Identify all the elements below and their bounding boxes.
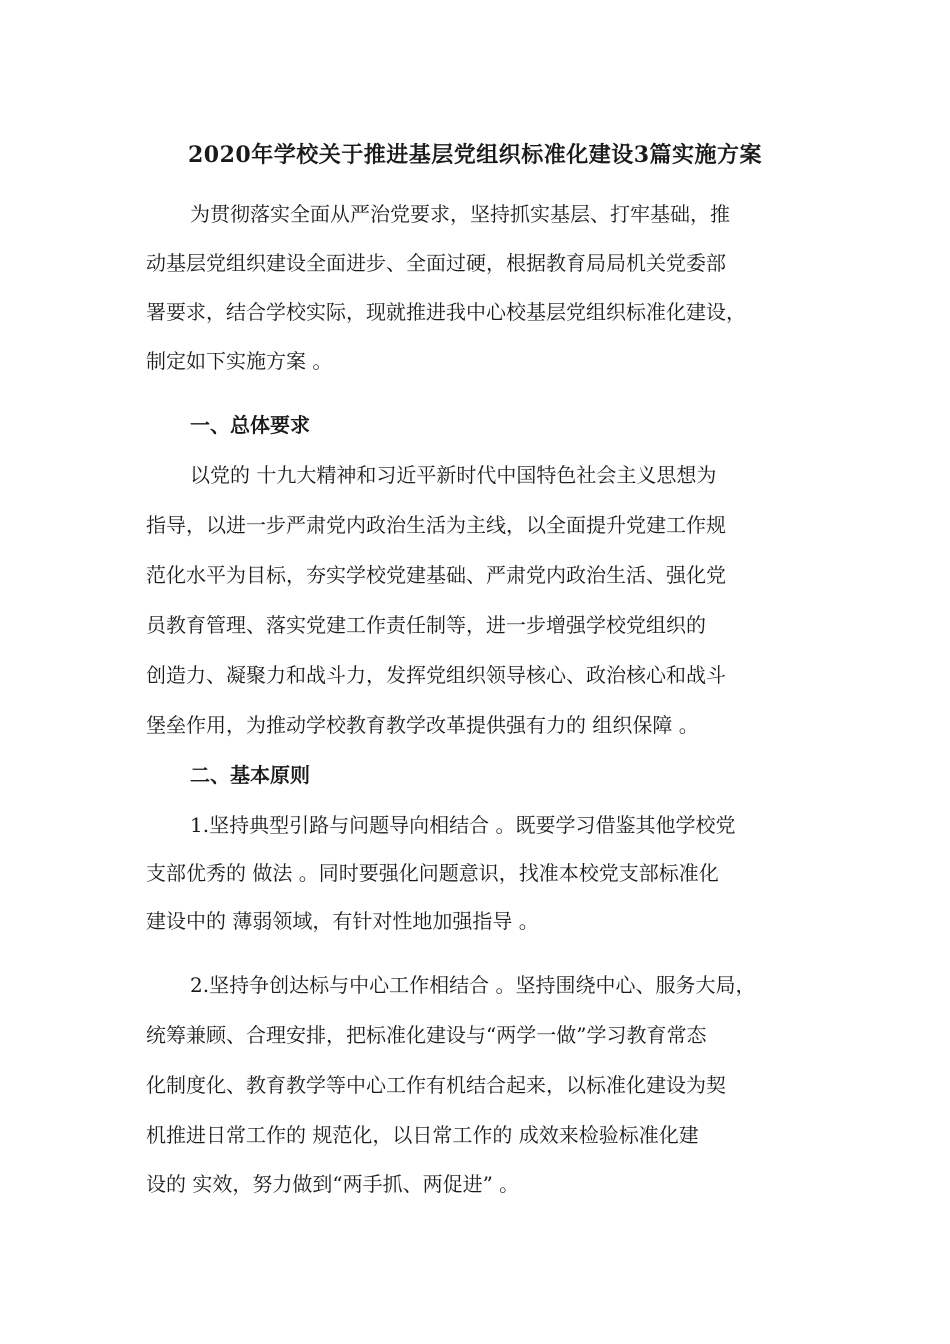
intro-line-1: 为贯彻落实全面从严治党要求，坚持抓实基层、打牢基础，推 bbox=[190, 202, 730, 226]
intro-line-3: 署要求，结合学校实际，现就推进我中心校基层党组织标准化建设， bbox=[146, 300, 746, 324]
principle2-line-4: 机推进日常工作的 规范化，以日常工作的 成效来检验标准化建 bbox=[146, 1123, 699, 1147]
principle1-line-1: 1.坚持典型引路与问题导向相结合 。既要学习借鉴其他学校党 bbox=[190, 813, 736, 837]
principle1-line-2: 支部优秀的 做法 。同时要强化问题意识，找准本校党支部标准化 bbox=[146, 861, 719, 885]
section-heading-principles: 二、基本原则 bbox=[190, 763, 310, 787]
principle2-line-2: 统筹兼顾、合理安排，把标准化建设与“两学一做”学习教育常态 bbox=[146, 1023, 707, 1047]
intro-line-2: 动基层党组织建设全面进步、全面过硬，根据教育局局机关党委部 bbox=[146, 251, 726, 275]
intro-line-4: 制定如下实施方案 。 bbox=[146, 349, 333, 373]
principle2-line-5: 设的 实效，努力做到“两手抓、两促进” 。 bbox=[146, 1172, 520, 1196]
principle1-line-3: 建设中的 薄弱领域，有针对性地加强指导 。 bbox=[146, 909, 539, 933]
section1-line-6: 堡垒作用，为推动学校教育教学改革提供强有力的 组织保障 。 bbox=[146, 713, 699, 737]
section-heading-overall: 一、总体要求 bbox=[190, 413, 310, 437]
principle2-line-3: 化制度化、教育教学等中心工作有机结合起来，以标准化建设为契 bbox=[146, 1073, 726, 1097]
principle2-line-1: 2.坚持争创达标与中心工作相结合 。坚持围绕中心、服务大局， bbox=[190, 973, 756, 997]
section1-line-2: 指导，以进一步严肃党内政治生活为主线，以全面提升党建工作规 bbox=[146, 513, 726, 537]
section1-line-5: 创造力、凝聚力和战斗力，发挥党组织领导核心、政治核心和战斗 bbox=[146, 663, 726, 687]
document-title: 2020年学校关于推进基层党组织标准化建设3篇实施方案 bbox=[187, 142, 763, 168]
section1-line-3: 范化水平为目标，夯实学校党建基础、严肃党内政治生活、强化党 bbox=[146, 563, 726, 587]
section1-line-1: 以党的 十九大精神和习近平新时代中国特色社会主义思想为 bbox=[190, 463, 717, 487]
section1-line-4: 员教育管理、落实党建工作责任制等，进一步增强学校党组织的 bbox=[146, 613, 706, 637]
